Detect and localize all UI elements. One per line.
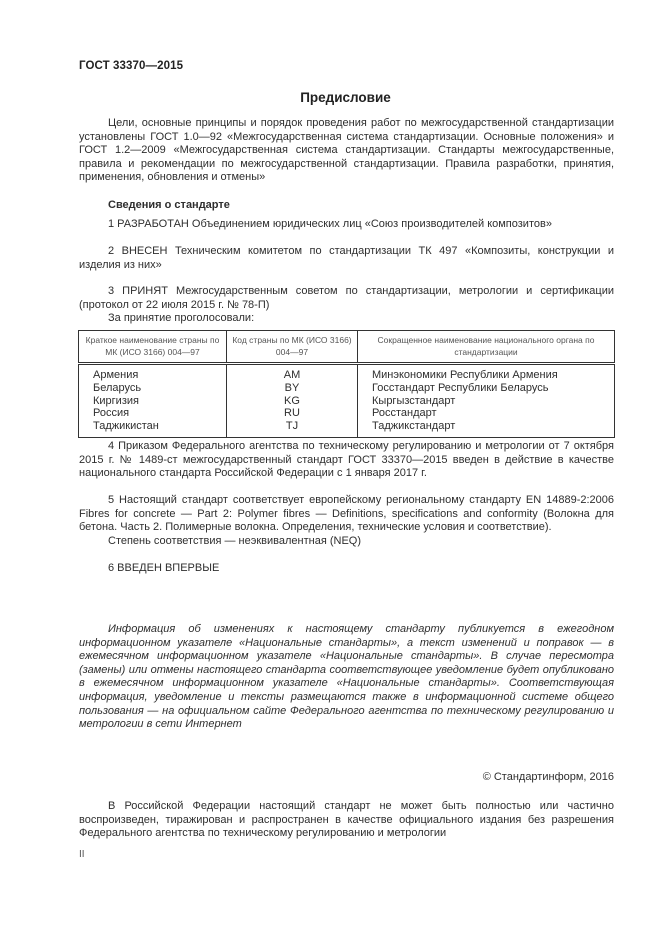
table-row — [79, 395, 615, 408]
table-row — [79, 407, 615, 420]
item-5: 5 Настоящий стандарт соответствует европейскому региональному стандарту EN 14889-2:2006 Fibres for concrete — Part 2: Polymer fibres — Definitions, specifications and conformity (Волокна для бетона. Часть 2. Полимерные волокна. Определения, технические условия и соответствие). — [79, 494, 614, 534]
item-5-degree: Степень соответствия — неэквивалентная (NEQ) — [108, 534, 362, 547]
cell-country: Армения — [79, 364, 227, 382]
copyright: © Стандартинформ, 2016 — [482, 771, 614, 783]
standard-info-section — [79, 199, 614, 213]
cell-code: KG — [227, 395, 358, 408]
table-row — [79, 364, 615, 382]
page-title: Предисловие — [300, 90, 391, 105]
item-6: 6 ВВЕДЕН ВПЕРВЫЕ — [108, 562, 220, 574]
reproduction-notice-block — [79, 800, 614, 841]
cell-body: Госстандарт Республики Беларусь — [372, 381, 549, 394]
column-header-code: Код страны по МК (ИСО 3166) 004—97 — [227, 331, 358, 364]
cell-body: Минэкономики Республики Армения — [372, 369, 558, 381]
item-5-block — [79, 494, 614, 548]
cell-code: BY — [227, 382, 358, 395]
page-number: II — [79, 849, 85, 860]
copyright-block — [79, 771, 614, 785]
column-header-country: Краткое наименование страны по МК (ИСО 3166) 004—97 — [79, 331, 227, 364]
item-2-block — [79, 245, 614, 272]
cell-body: Кыргызстандарт — [372, 394, 456, 407]
item-1-block — [79, 218, 614, 232]
item-4-block — [79, 440, 614, 481]
item-6-block — [79, 562, 614, 576]
item-3-block — [79, 285, 614, 326]
cell-body: Таджикстандарт — [372, 420, 456, 433]
table-header-row — [79, 331, 615, 364]
reproduction-notice: В Российской Федерации настоящий стандарт не может быть полностью или частично воспроизведен, тиражирован и распространен в качестве официального издания без разрешения Федерального агентства по техническому регулированию и метрологии — [79, 800, 614, 840]
votes-table — [78, 330, 615, 438]
intro-paragraph: Цели, основные принципы и порядок проведения работ по межгосударственной стандартизации установлены ГОСТ 1.0—92 «Межгосударственная система стандартизации. Основные положения» и ГОСТ 1.2—2009 «Межгосударственная система стандартизации. Стандарты межгосударственные, правила и рекомендации по межгосударственной стандартизации. Правила разработки, принятия, применения, обновления и отмены» — [79, 117, 614, 184]
cell-country: Беларусь — [79, 382, 227, 395]
cell-country: Таджикистан — [79, 420, 227, 437]
cell-body: Росстандарт — [372, 407, 437, 420]
table-row — [79, 382, 615, 395]
cell-code: RU — [227, 407, 358, 420]
voted-label: За принятие проголосовали: — [108, 312, 255, 325]
item-2: 2 ВНЕСЕН Техническим комитетом по стандартизации ТК 497 «Композиты, конструкции и изделия из них» — [79, 245, 614, 271]
section-heading: Сведения о стандарте — [108, 199, 230, 211]
cell-code: AM — [227, 364, 358, 382]
amendments-notice-block — [79, 623, 614, 732]
item-3: 3 ПРИНЯТ Межгосударственным советом по стандартизации, метрологии и сертификации (протокол от 22 июля 2015 г. № 78-П) — [79, 285, 614, 311]
cell-country: Киргизия — [79, 395, 227, 408]
document-code: ГОСТ 33370—2015 — [79, 60, 184, 72]
intro-section — [79, 117, 614, 185]
item-4: 4 Приказом Федерального агентства по техническому регулированию и метрологии от 7 октября 2015 г. № 1489-ст межгосударственный стандарт ГОСТ 33370—2015 введен в действие в качестве национального стандарта Российской Федерации с 1 января 2017 г. — [79, 440, 614, 480]
cell-code: TJ — [227, 420, 358, 437]
amendments-notice: Информация об изменениях к настоящему стандарту публикуется в ежегодном информационном указателе «Национальные стандарты», а текст изменений и поправок — в ежемесячном информационном указателе «Национальные стандарты». В случае пересмотра (замены) или отмены настоящего стандарта соответствующее уведомление будет опубликовано в ежемесячном информационном указателе «Национальные стандарты». Соответствующая информация, уведомление и тексты размещаются также в информационной системе общего пользования — на официальном сайте Федерального агентства по техническому регулированию и метрологии в сети Интернет — [79, 623, 614, 731]
cell-country: Россия — [79, 407, 227, 420]
column-header-body: Сокращенное наименование национального органа по стандартизации — [358, 331, 615, 364]
item-1: 1 РАЗРАБОТАН Объединением юридических лиц «Союз производителей композитов» — [108, 218, 552, 230]
table-row — [79, 420, 615, 437]
